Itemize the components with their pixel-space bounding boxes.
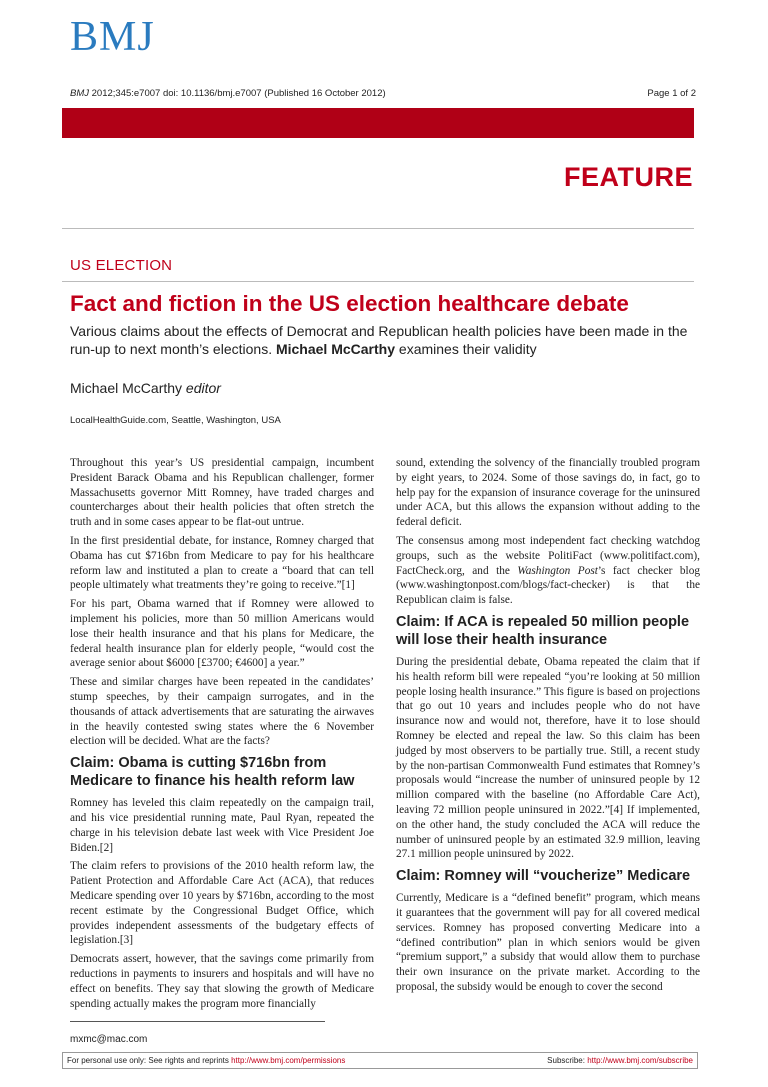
- paragraph: Throughout this year’s US presidential campaign, incumbent President Barack Obama and his Republican challenger, former Massachusetts governor Mitt Romney, have traded charges and countercharges about their health policies that often stretch the truth and in some cases appear to be flat-out untrue.: [70, 457, 374, 529]
- paragraph: These and similar charges have been repeated in the candidates’ stump speeches, by their campaign surrogates, and in the thousands of attack advertisements that are saturating the airwaves in the heavily contested swing states where the 6 November election will be decided. What are the facts?: [70, 676, 374, 748]
- paragraph-text: The consensus among most independent fact checking watchdog groups, such as the website PolitiFact (www.politifact.com), FactCheck.org, and the: [396, 534, 700, 577]
- footer-bar: [62, 1052, 698, 1069]
- subscribe-text: Subscribe:: [547, 1056, 588, 1065]
- rights-notice: [67, 1056, 345, 1065]
- article-title: Fact and fiction in the US election healthcare debate: [70, 291, 629, 316]
- header-bar: [62, 108, 694, 138]
- author-name: Michael McCarthy: [70, 380, 183, 396]
- citation: [70, 88, 386, 99]
- paragraph: For his part, Obama warned that if Romney were allowed to implement his policies, more than 50 million Americans would lose their health insurance and that his plans for Medicare, the federal health insurance plan for elderly people, “would cost the average senior about $6000 [£3700; €4600] a year.”: [70, 598, 374, 670]
- permissions-link[interactable]: http://www.bmj.com/permissions: [231, 1056, 346, 1065]
- paragraph: Currently, Medicare is a “defined benefit” program, which means it guarantees that the government will pay for all covered medical services. Romney has proposed converting Medicare into a “defined contribution” plan in which seniors would be given “premium support,” a subsidy that would allow them to purchase their own insurance on the private market. According to the proposal, the subsidy would be enough to cover the second: [396, 892, 700, 993]
- affiliation: LocalHealthGuide.com, Seattle, Washington, USA: [70, 415, 281, 426]
- divider: [62, 228, 694, 229]
- subheading: Claim: Romney will “voucherize” Medicare: [396, 868, 691, 885]
- footnote-divider: [70, 1021, 325, 1022]
- paragraph-text: ’s fact checker blog (www.washingtonpost.com/blogs/fact-checker) is that the Republican claim is false.: [396, 564, 700, 607]
- divider: [62, 281, 694, 282]
- subscribe-notice: [547, 1056, 693, 1065]
- standfirst-text: Various claims about the effects of Democrat and Republican health policies have been made in the run-up to next month’s elections.: [70, 323, 688, 357]
- standfirst-author: Michael McCarthy: [275, 341, 396, 357]
- paragraph: In the first presidential debate, for instance, Romney charged that Obama has cut $716bn from Medicare to pay for his healthcare reform law and instituted a plan to create a “board that can tell people ultimately what treatments they’re going to receive.”[1]: [70, 534, 374, 592]
- author-role: editor: [185, 380, 221, 396]
- subheading: Claim: If ACA is repealed 50 million people will lose their health insurance: [396, 613, 690, 648]
- citation-details: 2012;345:e7007 doi: 10.1136/bmj.e7007 (Published 16 October 2012): [89, 88, 386, 99]
- subheading: Claim: Obama is cutting $716bn from Medicare to finance his health reform law: [70, 755, 355, 790]
- paragraph: [396, 534, 700, 608]
- standfirst: [70, 322, 700, 358]
- page-number: Page 1 of 2: [647, 88, 696, 99]
- paragraph-italic: Washington Post: [517, 564, 598, 577]
- paragraph: Democrats assert, however, that the savings come primarily from reductions in payments to insurers and hospitals and will have no effect on benefits. They say that slowing the growth of Medicare spending actually makes the program more financially: [70, 953, 374, 1010]
- bmj-logo: BMJ: [70, 14, 155, 60]
- feature-label: FEATURE: [564, 162, 693, 192]
- paragraph: sound, extending the solvency of the financially troubled program by eight years, to 2024. Some of those savings do, in fact, go to help pay for the expansion of insurance coverage for the uninsured under ACA, but this allows the expansion without adding to the federal deficit.: [396, 457, 700, 529]
- author-line: [70, 380, 221, 396]
- citation-journal: BMJ: [70, 88, 89, 99]
- left-column: [70, 456, 374, 1015]
- standfirst-end: examines their validity: [395, 341, 537, 357]
- author-email[interactable]: mxmc@mac.com: [70, 1034, 148, 1045]
- paragraph: The claim refers to provisions of the 2010 health reform law, the Patient Protection and Affordable Care Act (ACA), that reduces Medicare spending over 10 years by $716bn, according to the most recent estimate by the Congressional Budget Office, which provides independent assessments of the budgetary effects of legislation.[3]: [70, 860, 374, 947]
- right-column: [396, 456, 700, 999]
- paragraph: Romney has leveled this claim repeatedly on the campaign trail, and his vice presidential running mate, Paul Ryan, repeated the charge in his television debate last week with Vice President Joe Biden.[2]: [70, 797, 374, 854]
- rights-text: For personal use only: See rights and reprints: [67, 1056, 232, 1065]
- section-label: US ELECTION: [70, 257, 173, 274]
- paragraph: During the presidential debate, Obama repeated the claim that if his health reform bill were repealed “you’re looking at 50 million people losing health insurance.” This figure is based on projections that go out 10 years and includes people who do not have insurance now and would not, therefore, have it to lose should Romney be elected and repeal the law. So this claim has been judged by most observers to be partially true. Still, a recent study by the non-partisan Commonwealth Fund estimates that Romney’s proposals would “increase the number of uninsured people by 12 million compared with the baseline (no Affordable Care Act), leaving 72 million people uninsured in 2022.”[4] If implemented, on the other hand, the study concluded the ACA will reduce the number of uninsured people by an estimated 32.9 million, leaving 27.1 million people uninsured by 2022.: [396, 655, 700, 861]
- subscribe-link[interactable]: http://www.bmj.com/subscribe: [587, 1056, 693, 1065]
